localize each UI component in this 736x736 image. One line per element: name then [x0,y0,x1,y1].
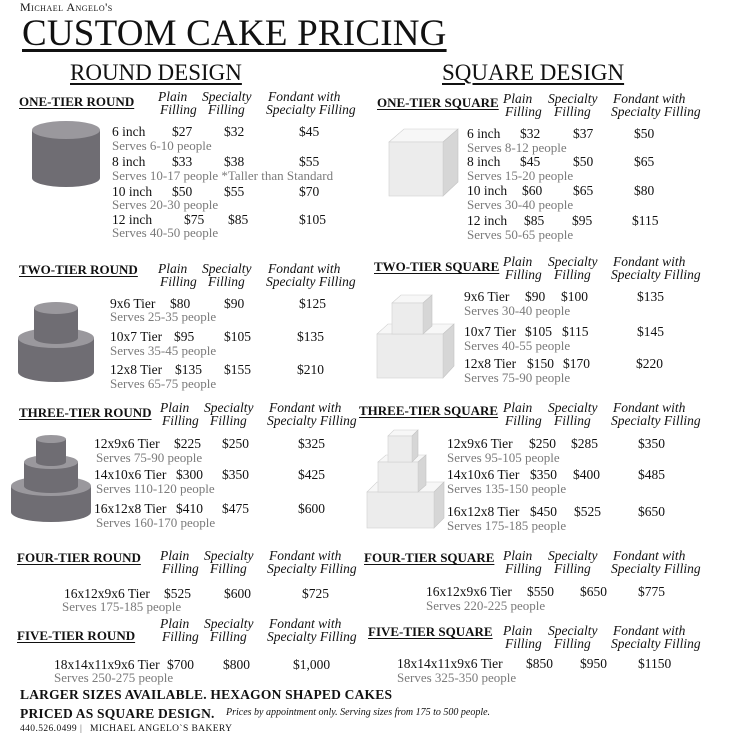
serves-text: Serves 30-40 people [467,197,574,212]
section-title-two-tier-square: TWO-TIER SQUARE [374,259,500,274]
serves-text: Serves 175-185 people [62,599,182,614]
section-title-one-tier-round: ONE-TIER ROUND [19,94,135,109]
col-header-fondant: Fondant with Specialty Filling [267,400,357,428]
contact-divider: | [80,724,83,734]
col-header-plain: Plain Filling [503,91,542,119]
price-specialty: $115 [562,324,589,339]
serves-text: Serves 40-55 people [464,338,571,353]
col-header-fondant: Fondant with Specialty Filling [611,623,701,651]
col-header-specialty: Specialty Filling [548,254,598,282]
col-header-fondant: Fondant with Specialty Filling [267,548,357,576]
section-title-five-tier-square: FIVE-TIER SQUARE [368,624,493,639]
col-header-plain: Plain Filling [503,400,542,428]
price-fondant: $45 [299,124,320,139]
two-tier-square-row: 9x6 Tier [464,289,510,304]
bakery-name: MICHAEL ANGELO`S BAKERY [90,724,233,734]
col-header-fondant: Fondant with Specialty Filling [266,261,356,289]
one-tier-square-row: 8 inch [467,154,501,169]
three-tier-round-row: 12x9x6 Tier [94,436,160,451]
col-header-plain: Plain Filling [503,254,542,282]
serves-text: Serves 8-12 people [467,140,567,155]
price-specialty: $95 [572,213,593,228]
three-tier-round-row: 14x10x6 Tier [94,467,167,482]
two-tier-round-row: 12x8 Tier [110,362,163,377]
serves-text: Serves 10-17 people *Taller than Standard [112,168,334,183]
price-specialty: $155 [224,362,251,377]
serves-text: Serves 95-105 people [447,450,560,465]
price-plain: $525 [164,586,191,601]
col-header-specialty: Specialty Filling [548,623,598,651]
price-fondant: $105 [299,212,326,227]
col-header-plain: Plain Filling [158,89,197,117]
price-fondant: $115 [632,213,659,228]
price-specialty: $250 [222,436,249,451]
price-plain: $410 [176,501,203,516]
five-tier-square-row: 18x14x11x9x6 Tier [397,656,503,671]
phone-number: 440.526.0499 [20,724,78,734]
price-plain: $350 [530,467,557,482]
two-tier-round-row: 10x7 Tier [110,329,163,344]
price-specialty: $170 [563,356,590,371]
serves-text: Serves 325-350 people [397,670,517,685]
col-header-plain: Plain Filling [160,400,199,428]
price-plain: $45 [520,154,541,169]
price-plain: $85 [524,213,545,228]
col-header-fondant: Fondant with Specialty Filling [611,548,701,576]
serves-text: Serves 15-20 people [467,168,574,183]
section-title-one-tier-square: ONE-TIER SQUARE [377,95,499,110]
price-plain: $60 [522,183,543,198]
two-tier-round-row: 9x6 Tier [110,296,156,311]
price-specialty: $90 [224,296,245,311]
col-header-fondant: Fondant with Specialty Filling [266,89,356,117]
price-specialty: $65 [573,183,594,198]
price-plain: $300 [176,467,203,482]
col-header-specialty: Specialty Filling [204,400,254,428]
price-plain: $225 [174,436,201,451]
one-tier-round-row: 6 inch [112,124,146,139]
price-plain: $250 [529,436,556,451]
five-tier-round-row: 18x14x11x9x6 Tier [54,657,160,672]
three-tier-square-row: 12x9x6 Tier [447,436,513,451]
section-title-two-tier-round: TWO-TIER ROUND [19,262,138,277]
price-plain: $27 [172,124,193,139]
price-fondant: $1150 [638,656,672,671]
price-fondant: $50 [634,126,655,141]
price-specialty: $55 [224,184,245,199]
round-design-heading: ROUND DESIGN [70,60,242,85]
footer-square-design-note: PRICED AS SQUARE DESIGN. [20,706,215,721]
serves-text: Serves 20-30 people [112,197,219,212]
price-fondant: $1,000 [293,657,331,672]
section-title-four-tier-square: FOUR-TIER SQUARE [364,550,495,565]
price-plain: $80 [170,296,191,311]
price-plain: $105 [525,324,552,339]
price-plain: $75 [184,212,205,227]
price-plain: $150 [527,356,554,371]
price-specialty: $650 [580,584,607,599]
serves-text: Serves 110-120 people [96,481,215,496]
price-fondant: $125 [299,296,326,311]
serves-text: Serves 160-170 people [96,515,216,530]
price-plain: $135 [175,362,202,377]
price-fondant: $220 [636,356,663,371]
price-plain: $95 [174,329,195,344]
price-plain: $450 [530,504,557,519]
col-header-plain: Plain Filling [160,616,199,644]
serves-text: Serves 6-10 people [112,138,212,153]
col-header-specialty: Specialty Filling [202,89,252,117]
price-specialty: $350 [222,467,249,482]
section-title-four-tier-round: FOUR-TIER ROUND [17,550,141,565]
price-specialty: $400 [573,467,600,482]
price-specialty: $32 [224,124,245,139]
price-fondant: $135 [297,329,324,344]
col-header-fondant: Fondant with Specialty Filling [611,254,701,282]
serves-text: Serves 220-225 people [426,598,546,613]
col-header-specialty: Specialty Filling [548,548,598,576]
price-specialty: $800 [223,657,250,672]
col-header-specialty: Specialty Filling [548,400,598,428]
one-tier-round-row: 12 inch [112,212,153,227]
price-specialty: $37 [573,126,594,141]
serves-text: Serves 30-40 people [464,303,571,318]
price-fondant: $210 [297,362,324,377]
price-plain: $700 [167,657,194,672]
col-header-plain: Plain Filling [160,548,199,576]
serves-text: Serves 175-185 people [447,518,567,533]
one-tier-round-cake-image [30,120,102,190]
serves-text: Serves 50-65 people [467,227,574,242]
price-fondant: $325 [298,436,325,451]
price-specialty: $600 [224,586,251,601]
price-plain: $850 [526,656,553,671]
price-fondant: $70 [299,184,320,199]
serves-text: Serves 40-50 people [112,225,219,240]
price-specialty: $85 [228,212,249,227]
price-plain: $33 [172,154,193,169]
price-plain: $90 [525,289,546,304]
price-fondant: $425 [298,467,325,482]
price-fondant: $135 [637,289,664,304]
serves-text: Serves 25-35 people [110,309,217,324]
col-header-specialty: Specialty Filling [204,616,254,644]
two-tier-square-row: 10x7 Tier [464,324,517,339]
col-header-fondant: Fondant with Specialty Filling [267,616,357,644]
three-tier-round-row: 16x12x8 Tier [94,501,167,516]
one-tier-round-row: 10 inch [112,184,153,199]
serves-text: Serves 75-90 people [96,450,203,465]
serves-text: Serves 135-150 people [447,481,567,496]
col-header-plain: Plain Filling [503,548,542,576]
section-title-three-tier-square: THREE-TIER SQUARE [359,403,499,418]
col-header-plain: Plain Filling [503,623,542,651]
col-header-specialty: Specialty Filling [548,91,598,119]
price-specialty: $285 [571,436,598,451]
section-title-three-tier-round: THREE-TIER ROUND [19,405,152,420]
footer-appointment-note: Prices by appointment only. Serving sizes from 175 to 500 people. [226,707,491,718]
two-tier-square-row: 12x8 Tier [464,356,517,371]
price-fondant: $65 [634,154,655,169]
three-tier-square-cake-image [366,428,446,530]
two-tier-round-cake-image [16,300,96,386]
one-tier-square-row: 6 inch [467,126,501,141]
section-title-five-tier-round: FIVE-TIER ROUND [17,628,136,643]
col-header-fondant: Fondant with Specialty Filling [611,91,701,119]
serves-text: Serves 75-90 people [464,370,571,385]
two-tier-square-cake-image [376,292,456,382]
price-plain: $50 [172,184,193,199]
one-tier-square-row: 12 inch [467,213,508,228]
price-fondant: $55 [299,154,320,169]
price-specialty: $525 [574,504,601,519]
page-title: CUSTOM CAKE PRICING [22,13,447,54]
col-header-plain: Plain Filling [158,261,197,289]
col-header-fondant: Fondant with Specialty Filling [611,400,701,428]
price-plain: $550 [527,584,554,599]
price-fondant: $485 [638,467,665,482]
serves-text: Serves 65-75 people [110,376,217,391]
brand-name: Michael Angelo's [20,0,113,14]
price-fondant: $775 [638,584,665,599]
price-specialty: $38 [224,154,245,169]
price-specialty: $105 [224,329,251,344]
square-design-heading: SQUARE DESIGN [442,60,625,85]
price-specialty: $475 [222,501,249,516]
price-fondant: $600 [298,501,325,516]
three-tier-square-row: 16x12x8 Tier [447,504,520,519]
one-tier-square-row: 10 inch [467,183,508,198]
price-fondant: $350 [638,436,665,451]
three-tier-square-row: 14x10x6 Tier [447,467,520,482]
price-specialty: $100 [561,289,588,304]
four-tier-square-row: 16x12x9x6 Tier [426,584,512,599]
price-plain: $32 [520,126,541,141]
col-header-specialty: Specialty Filling [202,261,252,289]
price-fondant: $725 [302,586,329,601]
footer-larger-sizes: LARGER SIZES AVAILABLE. HEXAGON SHAPED CAKES [20,687,393,702]
price-fondant: $80 [634,183,655,198]
one-tier-round-row: 8 inch [112,154,146,169]
one-tier-square-cake-image [388,128,460,198]
price-fondant: $145 [637,324,664,339]
price-specialty: $50 [573,154,594,169]
three-tier-round-cake-image [10,432,92,524]
serves-text: Serves 35-45 people [110,343,217,358]
serves-text: Serves 250-275 people [54,670,174,685]
col-header-specialty: Specialty Filling [204,548,254,576]
four-tier-round-row: 16x12x9x6 Tier [64,586,150,601]
price-specialty: $950 [580,656,607,671]
price-fondant: $650 [638,504,665,519]
